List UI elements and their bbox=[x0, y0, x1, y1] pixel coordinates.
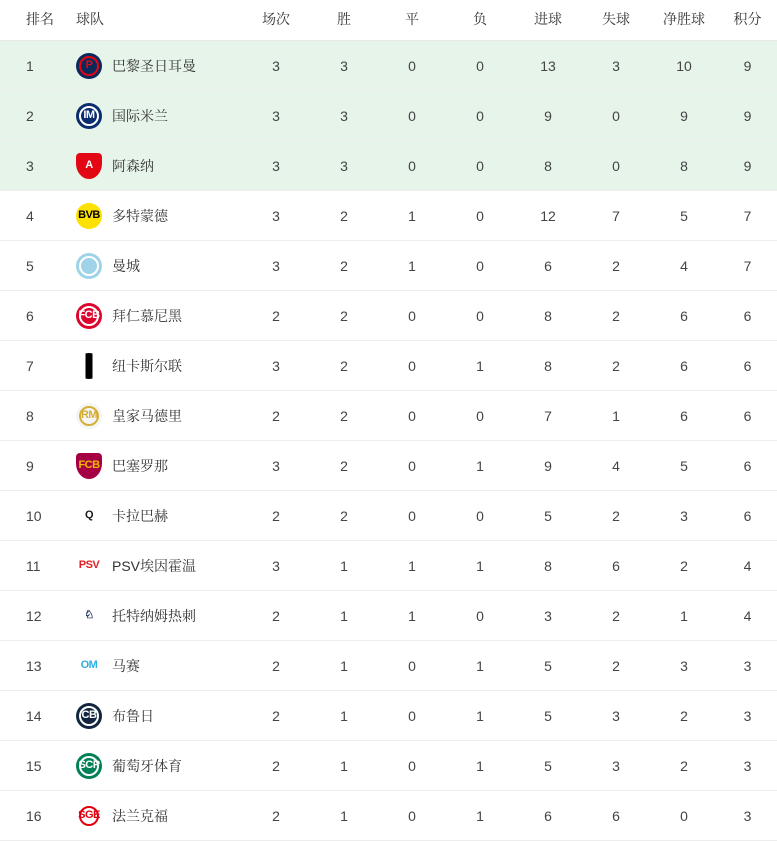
cell-team[interactable] bbox=[66, 41, 242, 91]
table-row[interactable] bbox=[0, 241, 777, 291]
cell-team[interactable] bbox=[66, 191, 242, 241]
cell-loss: 1 bbox=[446, 641, 514, 691]
cell-points: 9 bbox=[718, 141, 777, 191]
cell-played: 3 bbox=[242, 241, 310, 291]
cell-loss: 0 bbox=[446, 41, 514, 91]
cell-goals-for: 5 bbox=[514, 741, 582, 791]
cell-goals-against: 2 bbox=[582, 341, 650, 391]
cell-goals-for: 9 bbox=[514, 441, 582, 491]
cell-rank: 11 bbox=[0, 541, 66, 591]
crest-glyph: SCP bbox=[78, 759, 100, 771]
header-row bbox=[0, 0, 777, 41]
column-header-draw: 平 bbox=[378, 0, 446, 41]
cell-loss: 0 bbox=[446, 91, 514, 141]
cell-rank: 12 bbox=[0, 591, 66, 641]
tottenham-crest bbox=[76, 603, 102, 629]
cell-points: 4 bbox=[718, 541, 777, 591]
column-header-loss: 负 bbox=[446, 0, 514, 41]
cell-goals-against: 2 bbox=[582, 291, 650, 341]
table-row[interactable] bbox=[0, 491, 777, 541]
cell-goals-against: 2 bbox=[582, 491, 650, 541]
cell-goals-for: 8 bbox=[514, 291, 582, 341]
cell-team[interactable] bbox=[66, 141, 242, 191]
cell-points: 3 bbox=[718, 791, 777, 841]
cell-goals-against: 7 bbox=[582, 191, 650, 241]
cell-draw: 1 bbox=[378, 191, 446, 241]
cell-goals-for: 6 bbox=[514, 791, 582, 841]
cell-draw: 0 bbox=[378, 341, 446, 391]
cell-rank: 6 bbox=[0, 291, 66, 341]
crest-glyph: PSV bbox=[78, 559, 100, 571]
cell-loss: 1 bbox=[446, 541, 514, 591]
column-header-goals-against: 失球 bbox=[582, 0, 650, 41]
cell-goals-for: 5 bbox=[514, 691, 582, 741]
cell-loss: 1 bbox=[446, 441, 514, 491]
cell-played: 2 bbox=[242, 691, 310, 741]
team-name: 纽卡斯尔联 bbox=[112, 357, 182, 374]
cell-played: 3 bbox=[242, 141, 310, 191]
cell-draw: 0 bbox=[378, 291, 446, 341]
team-name: 国际米兰 bbox=[112, 107, 168, 124]
cell-win: 2 bbox=[310, 391, 378, 441]
team-name: 阿森纳 bbox=[112, 157, 154, 174]
cell-goal-diff: 2 bbox=[650, 741, 718, 791]
crest-glyph: ♘ bbox=[84, 609, 94, 621]
cell-points: 4 bbox=[718, 591, 777, 641]
cell-loss: 0 bbox=[446, 491, 514, 541]
psv-crest bbox=[76, 553, 102, 579]
team-name: 巴塞罗那 bbox=[112, 457, 168, 474]
table-row[interactable] bbox=[0, 91, 777, 141]
cell-rank: 16 bbox=[0, 791, 66, 841]
cell-goals-against: 1 bbox=[582, 391, 650, 441]
table-row[interactable] bbox=[0, 441, 777, 491]
table-row[interactable] bbox=[0, 191, 777, 241]
cell-points: 6 bbox=[718, 491, 777, 541]
team-name: 马赛 bbox=[112, 657, 140, 674]
cell-loss: 1 bbox=[446, 791, 514, 841]
cell-loss: 0 bbox=[446, 291, 514, 341]
cell-team[interactable] bbox=[66, 741, 242, 791]
cell-rank: 14 bbox=[0, 691, 66, 741]
cell-goal-diff: 0 bbox=[650, 791, 718, 841]
crest-glyph: RM bbox=[80, 409, 98, 421]
cell-loss: 0 bbox=[446, 191, 514, 241]
team-name: 托特纳姆热刺 bbox=[112, 607, 196, 624]
team-name: 卡拉巴赫 bbox=[112, 507, 168, 524]
cell-played: 2 bbox=[242, 591, 310, 641]
cell-draw: 1 bbox=[378, 541, 446, 591]
bayern-munich-crest bbox=[76, 303, 102, 329]
cell-goals-against: 3 bbox=[582, 41, 650, 91]
cell-draw: 0 bbox=[378, 791, 446, 841]
table-header bbox=[0, 0, 777, 41]
cell-goals-for: 5 bbox=[514, 491, 582, 541]
table-row[interactable] bbox=[0, 541, 777, 591]
inter-milan-crest bbox=[76, 103, 102, 129]
cell-draw: 0 bbox=[378, 41, 446, 91]
cell-goal-diff: 10 bbox=[650, 41, 718, 91]
cell-goals-for: 7 bbox=[514, 391, 582, 441]
cell-rank: 7 bbox=[0, 341, 66, 391]
crest-glyph: SGE bbox=[78, 809, 100, 821]
cell-rank: 10 bbox=[0, 491, 66, 541]
crest-glyph: A bbox=[85, 159, 93, 171]
cell-draw: 0 bbox=[378, 741, 446, 791]
cell-goals-for: 6 bbox=[514, 241, 582, 291]
cell-rank: 2 bbox=[0, 91, 66, 141]
cell-points: 9 bbox=[718, 41, 777, 91]
cell-team[interactable] bbox=[66, 491, 242, 541]
team-name: 法兰克福 bbox=[112, 807, 168, 824]
cell-goals-for: 8 bbox=[514, 341, 582, 391]
cell-goal-diff: 6 bbox=[650, 341, 718, 391]
cell-goals-against: 0 bbox=[582, 91, 650, 141]
cell-draw: 0 bbox=[378, 641, 446, 691]
cell-draw: 0 bbox=[378, 91, 446, 141]
team-name: 曼城 bbox=[112, 257, 140, 274]
cell-win: 3 bbox=[310, 141, 378, 191]
cell-draw: 1 bbox=[378, 241, 446, 291]
cell-team[interactable] bbox=[66, 391, 242, 441]
cell-goal-diff: 5 bbox=[650, 191, 718, 241]
cell-played: 3 bbox=[242, 541, 310, 591]
cell-points: 3 bbox=[718, 641, 777, 691]
cell-goal-diff: 2 bbox=[650, 541, 718, 591]
cell-rank: 8 bbox=[0, 391, 66, 441]
crest-glyph: FCB bbox=[78, 459, 100, 471]
column-header-played: 场次 bbox=[242, 0, 310, 41]
cell-rank: 9 bbox=[0, 441, 66, 491]
cell-goals-for: 12 bbox=[514, 191, 582, 241]
cell-team[interactable] bbox=[66, 91, 242, 141]
cell-goals-for: 8 bbox=[514, 541, 582, 591]
table-row[interactable] bbox=[0, 741, 777, 791]
team-name: 布鲁日 bbox=[112, 707, 154, 724]
dortmund-crest bbox=[76, 203, 102, 229]
cell-draw: 0 bbox=[378, 491, 446, 541]
cell-played: 2 bbox=[242, 791, 310, 841]
cell-points: 3 bbox=[718, 691, 777, 741]
team-name: PSV埃因霍温 bbox=[112, 557, 197, 574]
cell-win: 3 bbox=[310, 41, 378, 91]
cell-win: 1 bbox=[310, 541, 378, 591]
column-header-goals-for: 进球 bbox=[514, 0, 582, 41]
cell-goals-against: 4 bbox=[582, 441, 650, 491]
crest-glyph: CB bbox=[81, 709, 97, 721]
cell-draw: 1 bbox=[378, 591, 446, 641]
cell-goal-diff: 6 bbox=[650, 391, 718, 441]
cell-played: 2 bbox=[242, 291, 310, 341]
cell-rank: 4 bbox=[0, 191, 66, 241]
cell-goal-diff: 9 bbox=[650, 91, 718, 141]
cell-goals-for: 8 bbox=[514, 141, 582, 191]
team-name: 多特蒙德 bbox=[112, 207, 168, 224]
cell-points: 9 bbox=[718, 91, 777, 141]
table-row[interactable] bbox=[0, 41, 777, 91]
cell-rank: 1 bbox=[0, 41, 66, 91]
marseille-crest bbox=[76, 653, 102, 679]
cell-win: 2 bbox=[310, 241, 378, 291]
column-header-goal-diff: 净胜球 bbox=[650, 0, 718, 41]
barcelona-crest bbox=[76, 453, 102, 479]
cell-goal-diff: 2 bbox=[650, 691, 718, 741]
cell-win: 1 bbox=[310, 641, 378, 691]
club-brugge-crest bbox=[76, 703, 102, 729]
cell-goals-against: 2 bbox=[582, 591, 650, 641]
crest-glyph: P bbox=[85, 59, 93, 71]
cell-rank: 15 bbox=[0, 741, 66, 791]
cell-goal-diff: 3 bbox=[650, 491, 718, 541]
cell-win: 2 bbox=[310, 491, 378, 541]
cell-goals-against: 3 bbox=[582, 691, 650, 741]
table-row[interactable] bbox=[0, 641, 777, 691]
table-row[interactable] bbox=[0, 141, 777, 191]
cell-loss: 0 bbox=[446, 591, 514, 641]
cell-win: 1 bbox=[310, 791, 378, 841]
cell-draw: 0 bbox=[378, 391, 446, 441]
cell-team[interactable] bbox=[66, 641, 242, 691]
cell-goals-against: 6 bbox=[582, 541, 650, 591]
cell-goals-against: 3 bbox=[582, 741, 650, 791]
cell-loss: 1 bbox=[446, 341, 514, 391]
cell-played: 3 bbox=[242, 341, 310, 391]
cell-played: 2 bbox=[242, 741, 310, 791]
sporting-cp-crest bbox=[76, 753, 102, 779]
eintracht-frankfurt-crest bbox=[76, 803, 102, 829]
cell-team[interactable] bbox=[66, 291, 242, 341]
cell-goals-against: 0 bbox=[582, 141, 650, 191]
cell-goals-for: 5 bbox=[514, 641, 582, 691]
cell-goals-for: 9 bbox=[514, 91, 582, 141]
cell-win: 2 bbox=[310, 291, 378, 341]
team-name: 拜仁慕尼黑 bbox=[112, 307, 182, 324]
cell-goal-diff: 3 bbox=[650, 641, 718, 691]
cell-rank: 5 bbox=[0, 241, 66, 291]
cell-goal-diff: 6 bbox=[650, 291, 718, 341]
crest-glyph: FCB bbox=[78, 309, 100, 321]
cell-goals-for: 3 bbox=[514, 591, 582, 641]
cell-played: 2 bbox=[242, 491, 310, 541]
cell-points: 6 bbox=[718, 341, 777, 391]
cell-played: 3 bbox=[242, 41, 310, 91]
cell-goals-for: 13 bbox=[514, 41, 582, 91]
cell-points: 6 bbox=[718, 441, 777, 491]
cell-played: 3 bbox=[242, 191, 310, 241]
cell-played: 2 bbox=[242, 391, 310, 441]
cell-points: 7 bbox=[718, 191, 777, 241]
column-header-team: 球队 bbox=[66, 0, 242, 41]
table-row[interactable] bbox=[0, 341, 777, 391]
cell-goal-diff: 5 bbox=[650, 441, 718, 491]
column-header-points: 积分 bbox=[718, 0, 777, 41]
cell-team[interactable] bbox=[66, 441, 242, 491]
team-name: 巴黎圣日耳曼 bbox=[112, 57, 196, 74]
cell-goal-diff: 8 bbox=[650, 141, 718, 191]
newcastle-crest bbox=[76, 353, 102, 379]
cell-points: 7 bbox=[718, 241, 777, 291]
cell-points: 3 bbox=[718, 741, 777, 791]
cell-goals-against: 6 bbox=[582, 791, 650, 841]
column-header-win: 胜 bbox=[310, 0, 378, 41]
crest-glyph: BVB bbox=[78, 209, 100, 221]
cell-loss: 1 bbox=[446, 741, 514, 791]
crest-glyph: Q bbox=[84, 509, 94, 521]
table-row[interactable] bbox=[0, 591, 777, 641]
cell-points: 6 bbox=[718, 291, 777, 341]
cell-win: 1 bbox=[310, 691, 378, 741]
cell-played: 3 bbox=[242, 91, 310, 141]
crest-glyph: IM bbox=[83, 109, 95, 121]
cell-draw: 0 bbox=[378, 141, 446, 191]
cell-played: 2 bbox=[242, 641, 310, 691]
cell-team[interactable] bbox=[66, 341, 242, 391]
cell-team[interactable] bbox=[66, 691, 242, 741]
cell-goal-diff: 1 bbox=[650, 591, 718, 641]
cell-team[interactable] bbox=[66, 241, 242, 291]
table-row[interactable] bbox=[0, 291, 777, 341]
cell-win: 2 bbox=[310, 441, 378, 491]
crest-glyph: OM bbox=[80, 659, 98, 671]
column-header-rank: 排名 bbox=[0, 0, 66, 41]
cell-win: 1 bbox=[310, 741, 378, 791]
cell-team[interactable] bbox=[66, 791, 242, 841]
team-name: 皇家马德里 bbox=[112, 407, 182, 424]
cell-draw: 0 bbox=[378, 441, 446, 491]
cell-points: 6 bbox=[718, 391, 777, 441]
team-name: 葡萄牙体育 bbox=[112, 757, 182, 774]
table-body bbox=[0, 41, 777, 841]
cell-played: 3 bbox=[242, 441, 310, 491]
cell-team[interactable] bbox=[66, 541, 242, 591]
cell-rank: 13 bbox=[0, 641, 66, 691]
table-row[interactable] bbox=[0, 691, 777, 741]
cell-loss: 0 bbox=[446, 391, 514, 441]
cell-win: 2 bbox=[310, 191, 378, 241]
man-city-crest bbox=[76, 253, 102, 279]
arsenal-crest bbox=[76, 153, 102, 179]
cell-draw: 0 bbox=[378, 691, 446, 741]
cell-goals-against: 2 bbox=[582, 241, 650, 291]
cell-team[interactable] bbox=[66, 591, 242, 641]
cell-win: 3 bbox=[310, 91, 378, 141]
psg-crest bbox=[76, 53, 102, 79]
qarabag-crest bbox=[76, 503, 102, 529]
cell-win: 2 bbox=[310, 341, 378, 391]
cell-goal-diff: 4 bbox=[650, 241, 718, 291]
cell-loss: 1 bbox=[446, 691, 514, 741]
cell-loss: 0 bbox=[446, 141, 514, 191]
cell-loss: 0 bbox=[446, 241, 514, 291]
real-madrid-crest bbox=[76, 403, 102, 429]
cell-win: 1 bbox=[310, 591, 378, 641]
cell-goals-against: 2 bbox=[582, 641, 650, 691]
table-row[interactable] bbox=[0, 791, 777, 841]
cell-rank: 3 bbox=[0, 141, 66, 191]
table-row[interactable] bbox=[0, 391, 777, 441]
